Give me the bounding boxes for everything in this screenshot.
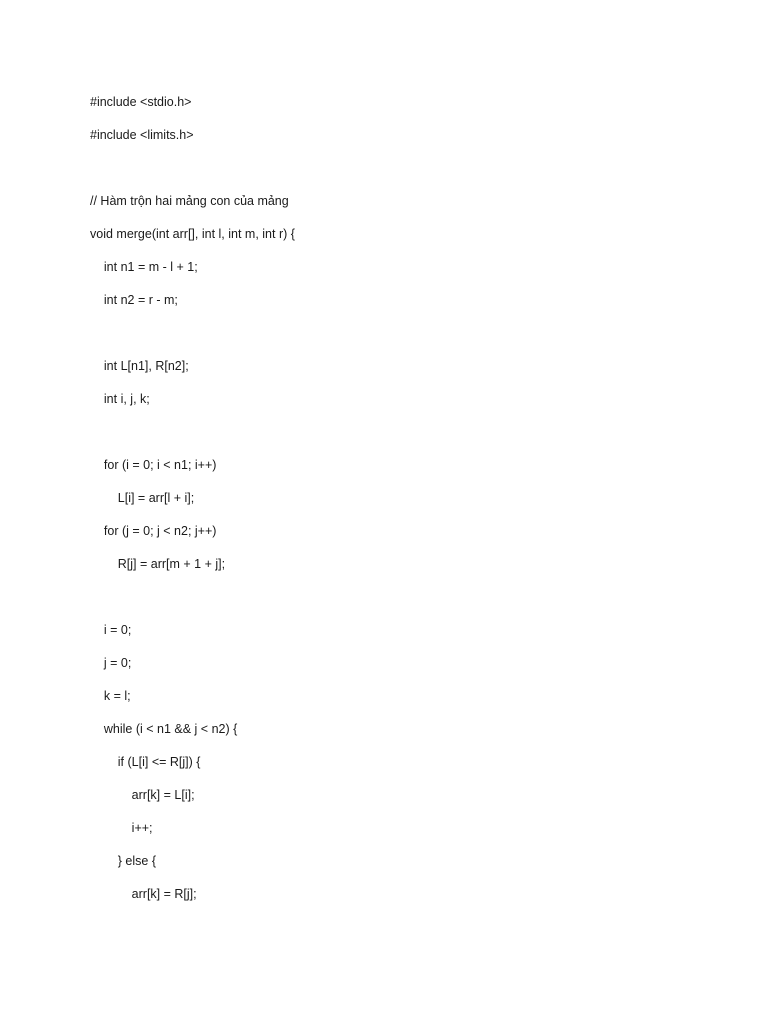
code-line-blank bbox=[90, 323, 295, 356]
code-line-merge-signature: void merge(int arr[], int l, int m, int r) { bbox=[90, 227, 295, 241]
code-line-for-j: for (j = 0; j < n2; j++) bbox=[90, 524, 217, 538]
code-line-init-i: i = 0; bbox=[90, 623, 132, 637]
code-line-copy-right: R[j] = arr[m + 1 + j]; bbox=[90, 557, 226, 571]
code-line-blank bbox=[90, 158, 295, 191]
code-line-arrays-decl: int L[n1], R[n2]; bbox=[90, 359, 189, 373]
code-line-assign-right: arr[k] = R[j]; bbox=[90, 887, 197, 901]
code-line-init-k: k = l; bbox=[90, 689, 131, 703]
code-line-comment: // Hàm trộn hai mảng con của mảng bbox=[90, 194, 289, 208]
code-block bbox=[90, 92, 295, 917]
code-line-blank bbox=[90, 422, 295, 455]
code-line-n1: int n1 = m - l + 1; bbox=[90, 260, 198, 274]
code-line-index-decl: int i, j, k; bbox=[90, 392, 150, 406]
code-line-while: while (i < n1 && j < n2) { bbox=[90, 722, 238, 736]
code-line-else: } else { bbox=[90, 854, 157, 868]
code-line-include-stdio: #include <stdio.h> bbox=[90, 95, 192, 109]
code-line-copy-left: L[i] = arr[l + i]; bbox=[90, 491, 195, 505]
code-line-increment-i: i++; bbox=[90, 821, 153, 835]
code-line-n2: int n2 = r - m; bbox=[90, 293, 178, 307]
code-line-blank bbox=[90, 587, 295, 620]
code-line-assign-left: arr[k] = L[i]; bbox=[90, 788, 195, 802]
code-line-for-i: for (i = 0; i < n1; i++) bbox=[90, 458, 217, 472]
code-line-init-j: j = 0; bbox=[90, 656, 132, 670]
code-line-if: if (L[i] <= R[j]) { bbox=[90, 755, 201, 769]
code-line-include-limits: #include <limits.h> bbox=[90, 128, 194, 142]
